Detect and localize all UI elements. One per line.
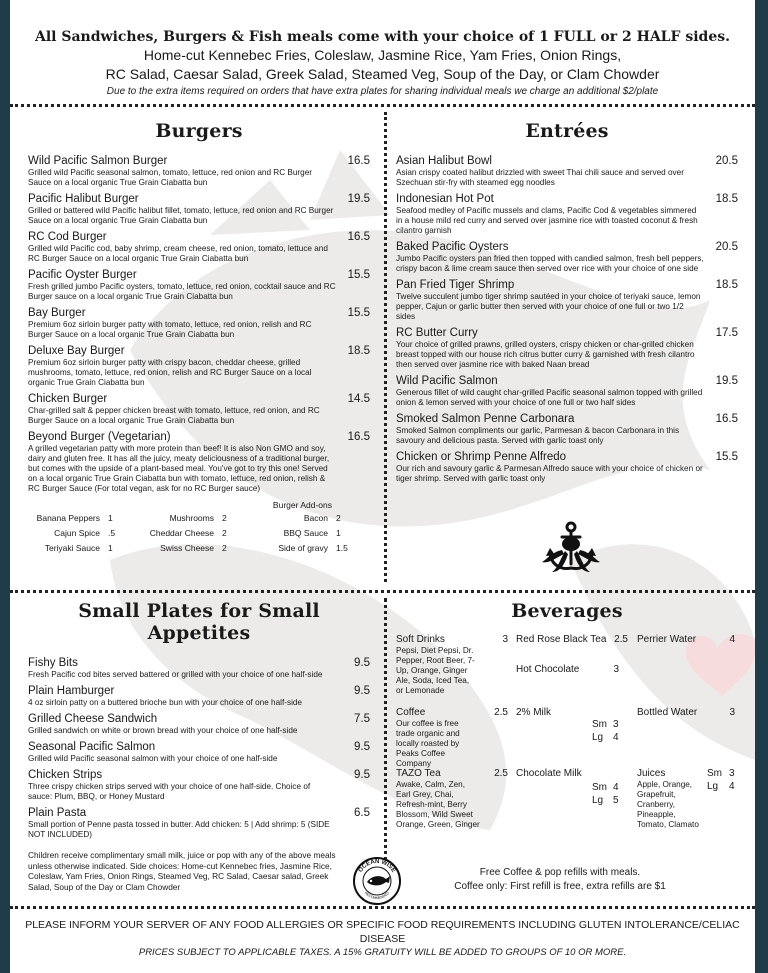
menu-item-description: Premium 6oz sirloin burger patty with crispy bacon, cheddar cheese, grilled mushrooms, tomato, lettuce, red onion, relish and RC Burger Sauce on a local organic True Grain Ciabatta bun [28, 358, 312, 387]
addon-price: .5 [108, 528, 116, 538]
addon-price: 1 [108, 513, 113, 523]
menu-item [396, 326, 738, 370]
addon-price: 2 [222, 528, 227, 538]
addon-price: 1 [108, 543, 113, 553]
menu-item-description: Our rich and savoury garlic & Parmesan Alfredo sauce with your choice of chicken or tiger shrimp. Served with garlic toast only [396, 464, 703, 483]
menu-item-price: 19.5 [347, 193, 370, 205]
menu-item-description: Fresh Pacific cod bites served battered or grilled with your choice of one half-side [28, 670, 323, 679]
menu-item-description: Char-grilled salt & pepper chicken breast with tomato, lettuce, red onion, and RC Burger Sauce on a local organic True Grain Ciabatta bun [28, 406, 320, 425]
beverage-name: 2% Milk [516, 707, 552, 718]
menu-item [396, 240, 738, 274]
menu-item-name: Indonesian Hot Pot [396, 193, 494, 205]
addon-price: 1 [336, 528, 341, 538]
beverage-red-rose-tea [516, 634, 628, 646]
menu-item-description: A grilled vegetarian patty with more protein than beef! It is also Non GMO and soy, dairy and gluten free. It has all the juicy, meaty deliciousness of a traditional burger, but comes with the upside of a plant-based meal. You've got to try this one! Served on a local organic True Grain Ciabatta bun with tomato, lettuce, red onion, relish & RC Burger Sauce (For total vegan, ask for no RC Burger sauce) [28, 444, 330, 493]
refill-info [450, 866, 670, 894]
menu-item [28, 656, 370, 680]
size-large-price: 5 [613, 795, 619, 806]
burger-addon [142, 543, 256, 553]
entrees-list [396, 154, 738, 484]
allergy-notice: PLEASE INFORM YOUR SERVER OF ANY FOOD ALLERGIES OR SPECIFIC FOOD REQUIREMENTS INCLUDING GLUTEN INTOLERANCE/CELIAC DISEASE [25, 919, 740, 945]
divider-middle [10, 590, 755, 593]
menu-item-name: Chicken or Shrimp Penne Alfredo [396, 451, 567, 463]
menu-item [28, 430, 370, 494]
burger-addon [28, 528, 142, 538]
menu-item-name: Pacific Oyster Burger [28, 269, 137, 281]
menu-item-name: Plain Pasta [28, 807, 87, 819]
menu-item [28, 768, 370, 802]
beverage-name: Red Rose Black Tea [516, 634, 607, 645]
beverage-name: Perrier Water [637, 634, 697, 645]
menu-item-description: Grilled sandwich on white or brown bread with your choice of one half-side [28, 726, 298, 735]
ocean-wise-logo [352, 856, 402, 906]
menu-item [28, 344, 370, 388]
beverage-juices [637, 768, 737, 838]
menu-item-name: Chicken Burger [28, 393, 108, 405]
beverage-bottled-water [637, 707, 735, 719]
menu-item-name: Seasonal Pacific Salmon [28, 741, 156, 753]
menu-item [396, 278, 738, 322]
beverage-price: 4 [729, 634, 735, 645]
addon-name: Side of gravy [278, 543, 328, 553]
menu-item-name: Wild Pacific Salmon [396, 375, 498, 387]
beverage-desc: Awake, Calm, Zen, Earl Grey, Chai, Refresh-mint, Berry Blossom, Wild Sweet Orange, Green, Ginger [396, 780, 480, 829]
beverage-price: 3 [502, 634, 508, 645]
burgers-list [28, 154, 370, 494]
menu-item [28, 806, 370, 840]
sides-list-line-2: RC Salad, Caesar Salad, Greek Salad, Steamed Veg, Soup of the Day, or Clam Chowder [105, 66, 660, 82]
menu-item [28, 306, 370, 340]
beverage-price: 2.5 [494, 707, 508, 718]
beverage-price: 3 [613, 664, 619, 675]
menu-item-description: Grilled wild Pacific cod, baby shrimp, cream cheese, red onion, tomato, lettuce and RC Burger Sauce on a local organic True Grain Ciabatta bun [28, 244, 328, 263]
menu-item-price: 16.5 [715, 413, 738, 425]
menu-item-price: 15.5 [715, 451, 738, 463]
ocean-wise-top-text: OCEAN WISE [357, 858, 397, 874]
burgers-title: Burgers [155, 120, 243, 142]
addon-name: Teriyaki Sauce [44, 543, 100, 553]
menu-item [396, 374, 738, 408]
menu-item-price: 18.5 [715, 279, 738, 291]
beverage-hot-chocolate [516, 664, 619, 676]
size-small-label: Sm [592, 782, 607, 793]
beverage-price: 3 [729, 707, 735, 718]
addon-name: Cheddar Cheese [149, 528, 214, 538]
size-small-label: Sm [707, 768, 722, 779]
menu-item [28, 154, 370, 188]
menu-item-price: 18.5 [347, 345, 370, 357]
burger-addons-grid [28, 513, 370, 553]
menu-item-description: Your choice of grilled prawns, grilled oysters, crispy chicken or char-grilled chicken breast topped with our house rich citrus butter curry & garnished with fresh cilantro then served over jasmine rice with baked Naan bread [396, 340, 695, 369]
menu-item-name: Pan Fried Tiger Shrimp [396, 279, 515, 291]
menu-item [28, 712, 370, 736]
menu-item [28, 684, 370, 708]
menu-item-price: 18.5 [715, 193, 738, 205]
refill-line-1: Free Coffee & pop refills with meals. [479, 867, 641, 878]
beverage-price: 2.5 [494, 768, 508, 779]
beverage-perrier-water [637, 634, 735, 646]
menu-item-price: 16.5 [347, 431, 370, 443]
sides-header [10, 28, 755, 99]
menu-item-name: Baked Pacific Oysters [396, 241, 509, 253]
menu-item-price: 20.5 [715, 155, 738, 167]
burger-addon [28, 543, 142, 553]
beverage-soft-drinks [396, 634, 508, 696]
menu-page [10, 0, 755, 973]
beverage-tazo-tea [396, 768, 508, 830]
addon-price: 1.5 [336, 543, 348, 553]
beverage-name: Chocolate Milk [516, 768, 582, 779]
addon-price: 2 [222, 543, 227, 553]
menu-item-description: Seafood medley of Pacific mussels and clams, Pacific Cod & vegetables simmered in a house mild red curry and served over jasmine rice with toasted coconut & fresh cilantro garnish [396, 206, 698, 235]
size-small-price: 4 [613, 782, 619, 793]
small-plates-list [28, 656, 370, 840]
small-plates-title: Small Plates for Small Appetites [78, 600, 320, 644]
menu-item-price: 15.5 [347, 307, 370, 319]
beverage-name: Coffee [396, 707, 426, 718]
menu-item-description: Small portion of Penne pasta tossed in butter. Add chicken: 5 | Add shrimp: 5 (SIDE NOT INCLUDED) [28, 820, 330, 839]
menu-item-price: 14.5 [347, 393, 370, 405]
refill-line-2: Coffee only: First refill is free, extra refills are $1 [454, 881, 666, 892]
sides-header-title: All Sandwiches, Burgers & Fish meals come with your choice of 1 FULL or 2 HALF sides. [35, 29, 730, 45]
size-large-label: Lg [592, 795, 604, 806]
tax-gratuity-notice: PRICES SUBJECT TO APPLICABLE TAXES. A 15% GRATUITY WILL BE ADDED TO GROUPS OF 10 OR MORE. [138, 947, 627, 958]
size-small-label: Sm [592, 719, 607, 730]
sides-list-line-1: Home-cut Kennebec Fries, Coleslaw, Jasmine Rice, Yam Fries, Onion Rings, [143, 47, 622, 63]
menu-item-price: 17.5 [715, 327, 738, 339]
beverage-name: Juices [637, 768, 666, 779]
menu-item-description: Asian crispy coated halibut drizzled with sweet Thai chili sauce and served over Szechuan stir-fry with steamed egg noodles [396, 168, 684, 187]
menu-item-price: 9.5 [354, 769, 370, 781]
size-large-price: 4 [613, 732, 619, 743]
burger-addon [256, 528, 370, 538]
beverage-chocolate-milk [516, 768, 620, 808]
footer [10, 918, 755, 959]
menu-item-description: Generous fillet of wild caught char-grilled Pacific seasonal salmon topped with grilled onion & lemon served with your choice of one full or two half sides [396, 388, 703, 407]
menu-item [396, 412, 738, 446]
menu-item-name: Fishy Bits [28, 657, 78, 669]
size-large-label: Lg [707, 781, 719, 792]
menu-item-price: 9.5 [354, 741, 370, 753]
beverages-title: Beverages [511, 600, 623, 622]
beverage-milk [516, 707, 620, 747]
burger-addon [142, 513, 256, 523]
beverage-coffee [396, 707, 508, 769]
menu-item [28, 740, 370, 764]
beverage-desc: Apple, Orange, Grapefruit, Cranberry, Pineapple, Tomato, Clamato [637, 780, 699, 829]
menu-item-description: Grilled wild Pacific seasonal salmon, tomato, lettuce, red onion and RC Burger Sauce on a local organic True Grain Ciabatta bun [28, 168, 312, 187]
burgers-section [28, 120, 370, 553]
menu-item-price: 16.5 [347, 155, 370, 167]
menu-item [396, 192, 738, 236]
anchor-octopus-logo [538, 520, 604, 576]
menu-item-name: Deluxe Bay Burger [28, 345, 125, 357]
menu-item-description: Twelve succulent jumbo tiger shrimp sautéed in your choice of teriyaki sauce, lemon pepper, Cajun or garlic butter then served with your choice of one full or two 1/2 sides [396, 292, 701, 321]
menu-item-name: RC Butter Curry [396, 327, 478, 339]
entrees-section [396, 120, 738, 488]
menu-item [28, 268, 370, 302]
menu-item-name: Plain Hamburger [28, 685, 115, 697]
beverage-name: Soft Drinks [396, 634, 445, 645]
addon-name: BBQ Sauce [283, 528, 328, 538]
menu-item-name: Wild Pacific Salmon Burger [28, 155, 168, 167]
size-large-price: 4 [729, 781, 735, 792]
menu-item-name: Smoked Salmon Penne Carbonara [396, 413, 575, 425]
burger-addon [256, 513, 370, 523]
menu-item-name: Beyond Burger (Vegetarian) [28, 431, 171, 443]
burger-addons-title: Burger Add-ons [272, 500, 332, 510]
menu-item [28, 230, 370, 264]
addon-name: Swiss Cheese [160, 543, 214, 553]
beverage-name: Bottled Water [637, 707, 698, 718]
menu-item-description: Three crispy chicken strips served with your choice of one half-side. Choice of sauce: Plum, BBQ, or Honey Mustard [28, 782, 311, 801]
size-large-label: Lg [592, 732, 604, 743]
menu-item-name: Pacific Halibut Burger [28, 193, 139, 205]
menu-item-price: 19.5 [715, 375, 738, 387]
menu-item-description: Jumbo Pacific oysters pan fried then topped with candied salmon, fresh bell peppers, crispy bacon & lime cream sauce then served over rice with your choice of one side [396, 254, 704, 273]
menu-item-price: 7.5 [354, 713, 370, 725]
menu-item-description: Premium 6oz sirloin burger patty with tomato, lettuce, red onion, relish and RC Burger Sauce on a local organic True Grain Ciabatta bun [28, 320, 312, 339]
menu-item-price: 15.5 [347, 269, 370, 281]
menu-item [28, 192, 370, 226]
menu-item [396, 450, 738, 484]
addon-name: Cajun Spice [54, 528, 100, 538]
menu-item-price: 16.5 [347, 231, 370, 243]
addon-price: 2 [336, 513, 341, 523]
menu-item-description: 4 oz sirloin patty on a buttered brioche bun with your choice of one half-side [28, 698, 302, 707]
divider-vertical-top [384, 112, 387, 582]
addon-name: Bacon [303, 513, 328, 523]
size-small-price: 3 [729, 768, 735, 779]
menu-item-price: 6.5 [354, 807, 370, 819]
entrees-title: Entrées [525, 120, 609, 142]
beverage-desc: Our coffee is free trade organic and locally roasted by Peaks Coffee Company [396, 719, 460, 768]
ocean-wise-bottom-text: RECOMMENDED [363, 891, 391, 901]
extra-plate-note: Due to the extra items required on orders that have extra plates for sharing individual meals we charge an additional $2/plate [106, 86, 659, 97]
beverage-name: Hot Chocolate [516, 664, 580, 675]
children-note: Children receive complimentary small milk, juice or pop with any of the above meals unless otherwise indicated. Side choices: Home-cut Kennebec fries, Jasmine Rice, Coleslaw, Yam Fries, Onion Rings, Steamed Veg, RC Salad, Caesar salad, Greek Salad, Soup of the Day or Clam Chowder [28, 850, 336, 892]
beverage-desc: Pepsi, Diet Pepsi, Dr. Pepper, Root Beer, 7-Up, Orange, Ginger Ale, Soda, Iced Tea, or Lemonade [396, 646, 475, 695]
divider-vertical-bottom [384, 598, 387, 898]
addon-price: 2 [222, 513, 227, 523]
small-plates-section [28, 600, 370, 892]
beverage-price: 2.5 [614, 634, 628, 645]
menu-item-price: 9.5 [354, 657, 370, 669]
burger-addon [142, 528, 256, 538]
size-small-price: 3 [613, 719, 619, 730]
menu-item [396, 154, 738, 188]
menu-item-name: Asian Halibut Bowl [396, 155, 492, 167]
menu-item-price: 20.5 [715, 241, 738, 253]
menu-item-name: Grilled Cheese Sandwich [28, 713, 158, 725]
divider-top [10, 104, 755, 107]
addon-name: Banana Peppers [36, 513, 100, 523]
menu-item-description: Fresh grilled jumbo Pacific oysters, tomato, lettuce, red onion, cocktail sauce and RC Burger sauce on a local organic True Grain Ciabatta bun [28, 282, 336, 301]
beverage-name: TAZO Tea [396, 768, 441, 779]
menu-item-description: Smoked Salmon compliments our garlic, Parmesan & bacon Carbonara in this savoury and delicious pasta. Served with garlic toast only [396, 426, 680, 445]
menu-item-name: Chicken Strips [28, 769, 103, 781]
menu-item-name: Bay Burger [28, 307, 86, 319]
divider-bottom [10, 906, 755, 909]
menu-item [28, 392, 370, 426]
menu-item-name: RC Cod Burger [28, 231, 107, 243]
menu-item-description: Grilled wild Pacific seasonal salmon with your choice of one half-side [28, 754, 278, 763]
menu-item-price: 9.5 [354, 685, 370, 697]
addon-name: Mushrooms [169, 513, 214, 523]
burger-addon [256, 543, 370, 553]
menu-item-description: Grilled or battered wild Pacific halibut fillet, tomato, lettuce, red onion and RC Burger Sauce on a local organic True Grain Ciabatta bun [28, 206, 334, 225]
burger-addon [28, 513, 142, 523]
